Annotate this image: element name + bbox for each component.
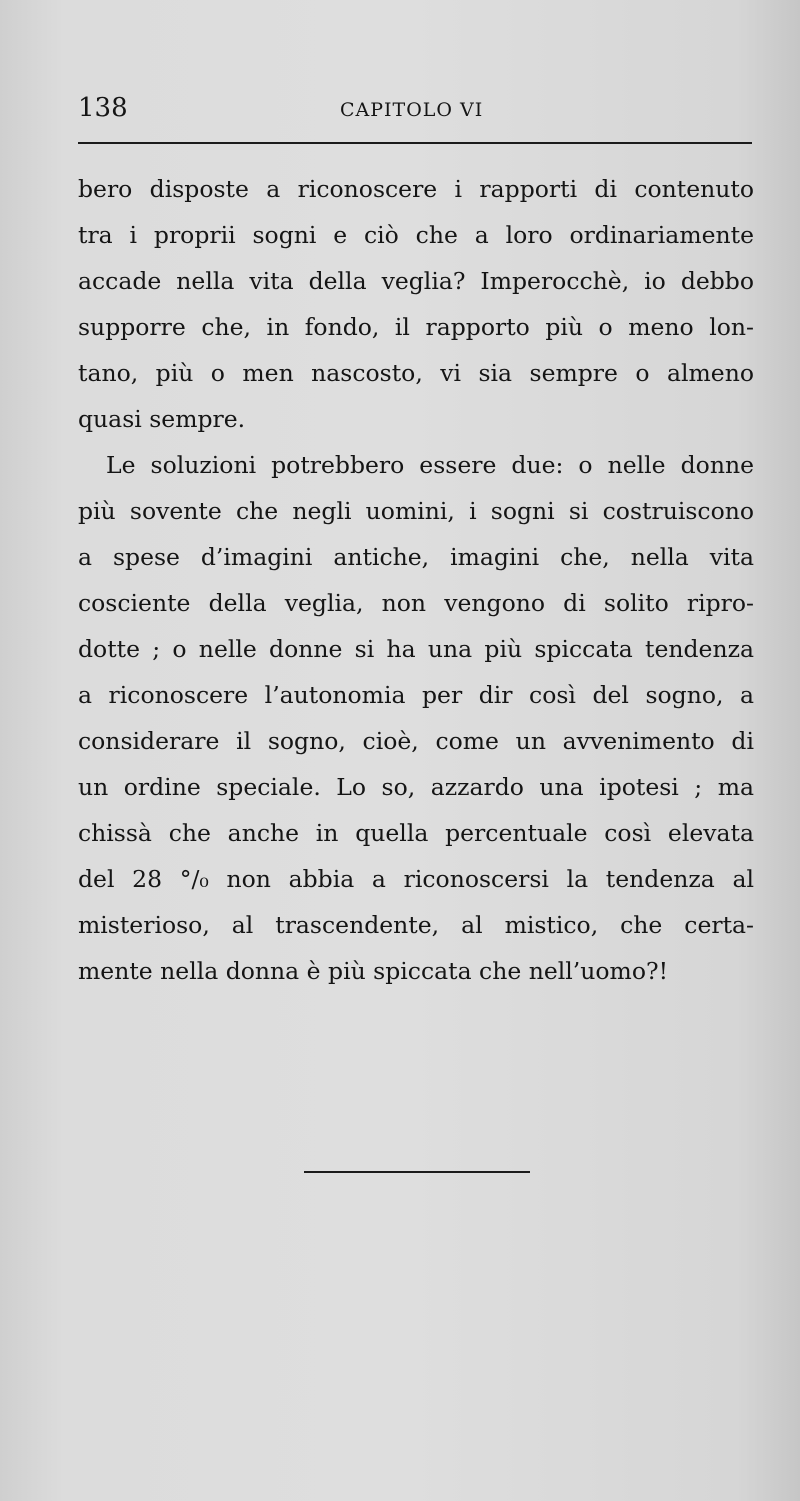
chapter-title: CAPITOLO VI bbox=[340, 99, 484, 121]
running-head bbox=[78, 88, 750, 128]
text-line: cosciente della veglia, non vengono di solito ripro- bbox=[78, 589, 754, 617]
chapter-end-rule bbox=[304, 1171, 530, 1173]
text-line: tano, più o men nascosto, vi sia sempre o almeno bbox=[78, 359, 754, 387]
text-line: supporre che, in fondo, il rapporto più o meno lon- bbox=[78, 313, 754, 341]
body-text bbox=[78, 166, 754, 994]
text-line: dotte ; o nelle donne si ha una più spiccata tendenza bbox=[78, 635, 754, 663]
text-line: del 28 °/₀ non abbia a riconoscersi la tendenza al bbox=[78, 865, 754, 893]
text-line: più sovente che negli uomini, i sogni si costruiscono bbox=[78, 497, 754, 525]
text-line: a spese d’imagini antiche, imagini che, nella vita bbox=[78, 543, 754, 571]
page-number: 138 bbox=[78, 93, 128, 123]
paragraph-end-line: mente nella donna è più spiccata che nell’uomo?! bbox=[78, 957, 669, 985]
text-line: accade nella vita della veglia? Imperocchè, io debbo bbox=[78, 267, 754, 295]
text-line: tra i proprii sogni e ciò che a loro ordinariamente bbox=[78, 221, 754, 249]
text-line: bero disposte a riconoscere i rapporti di contenuto bbox=[78, 175, 754, 203]
text-line: un ordine speciale. Lo so, azzardo una ipotesi ; ma bbox=[78, 773, 754, 801]
text-line: chissà che anche in quella percentuale così elevata bbox=[78, 819, 754, 847]
text-line: a riconoscere l’autonomia per dir così del sogno, a bbox=[78, 681, 754, 709]
paragraph-end-line: quasi sempre. bbox=[78, 405, 246, 433]
text-line: considerare il sogno, cioè, come un avvenimento di bbox=[78, 727, 754, 755]
text-line: misterioso, al trascendente, al mistico, che certa- bbox=[78, 911, 754, 939]
header-rule bbox=[78, 142, 752, 144]
paragraph-first-line: Le soluzioni potrebbero essere due: o nelle donne bbox=[106, 451, 754, 479]
